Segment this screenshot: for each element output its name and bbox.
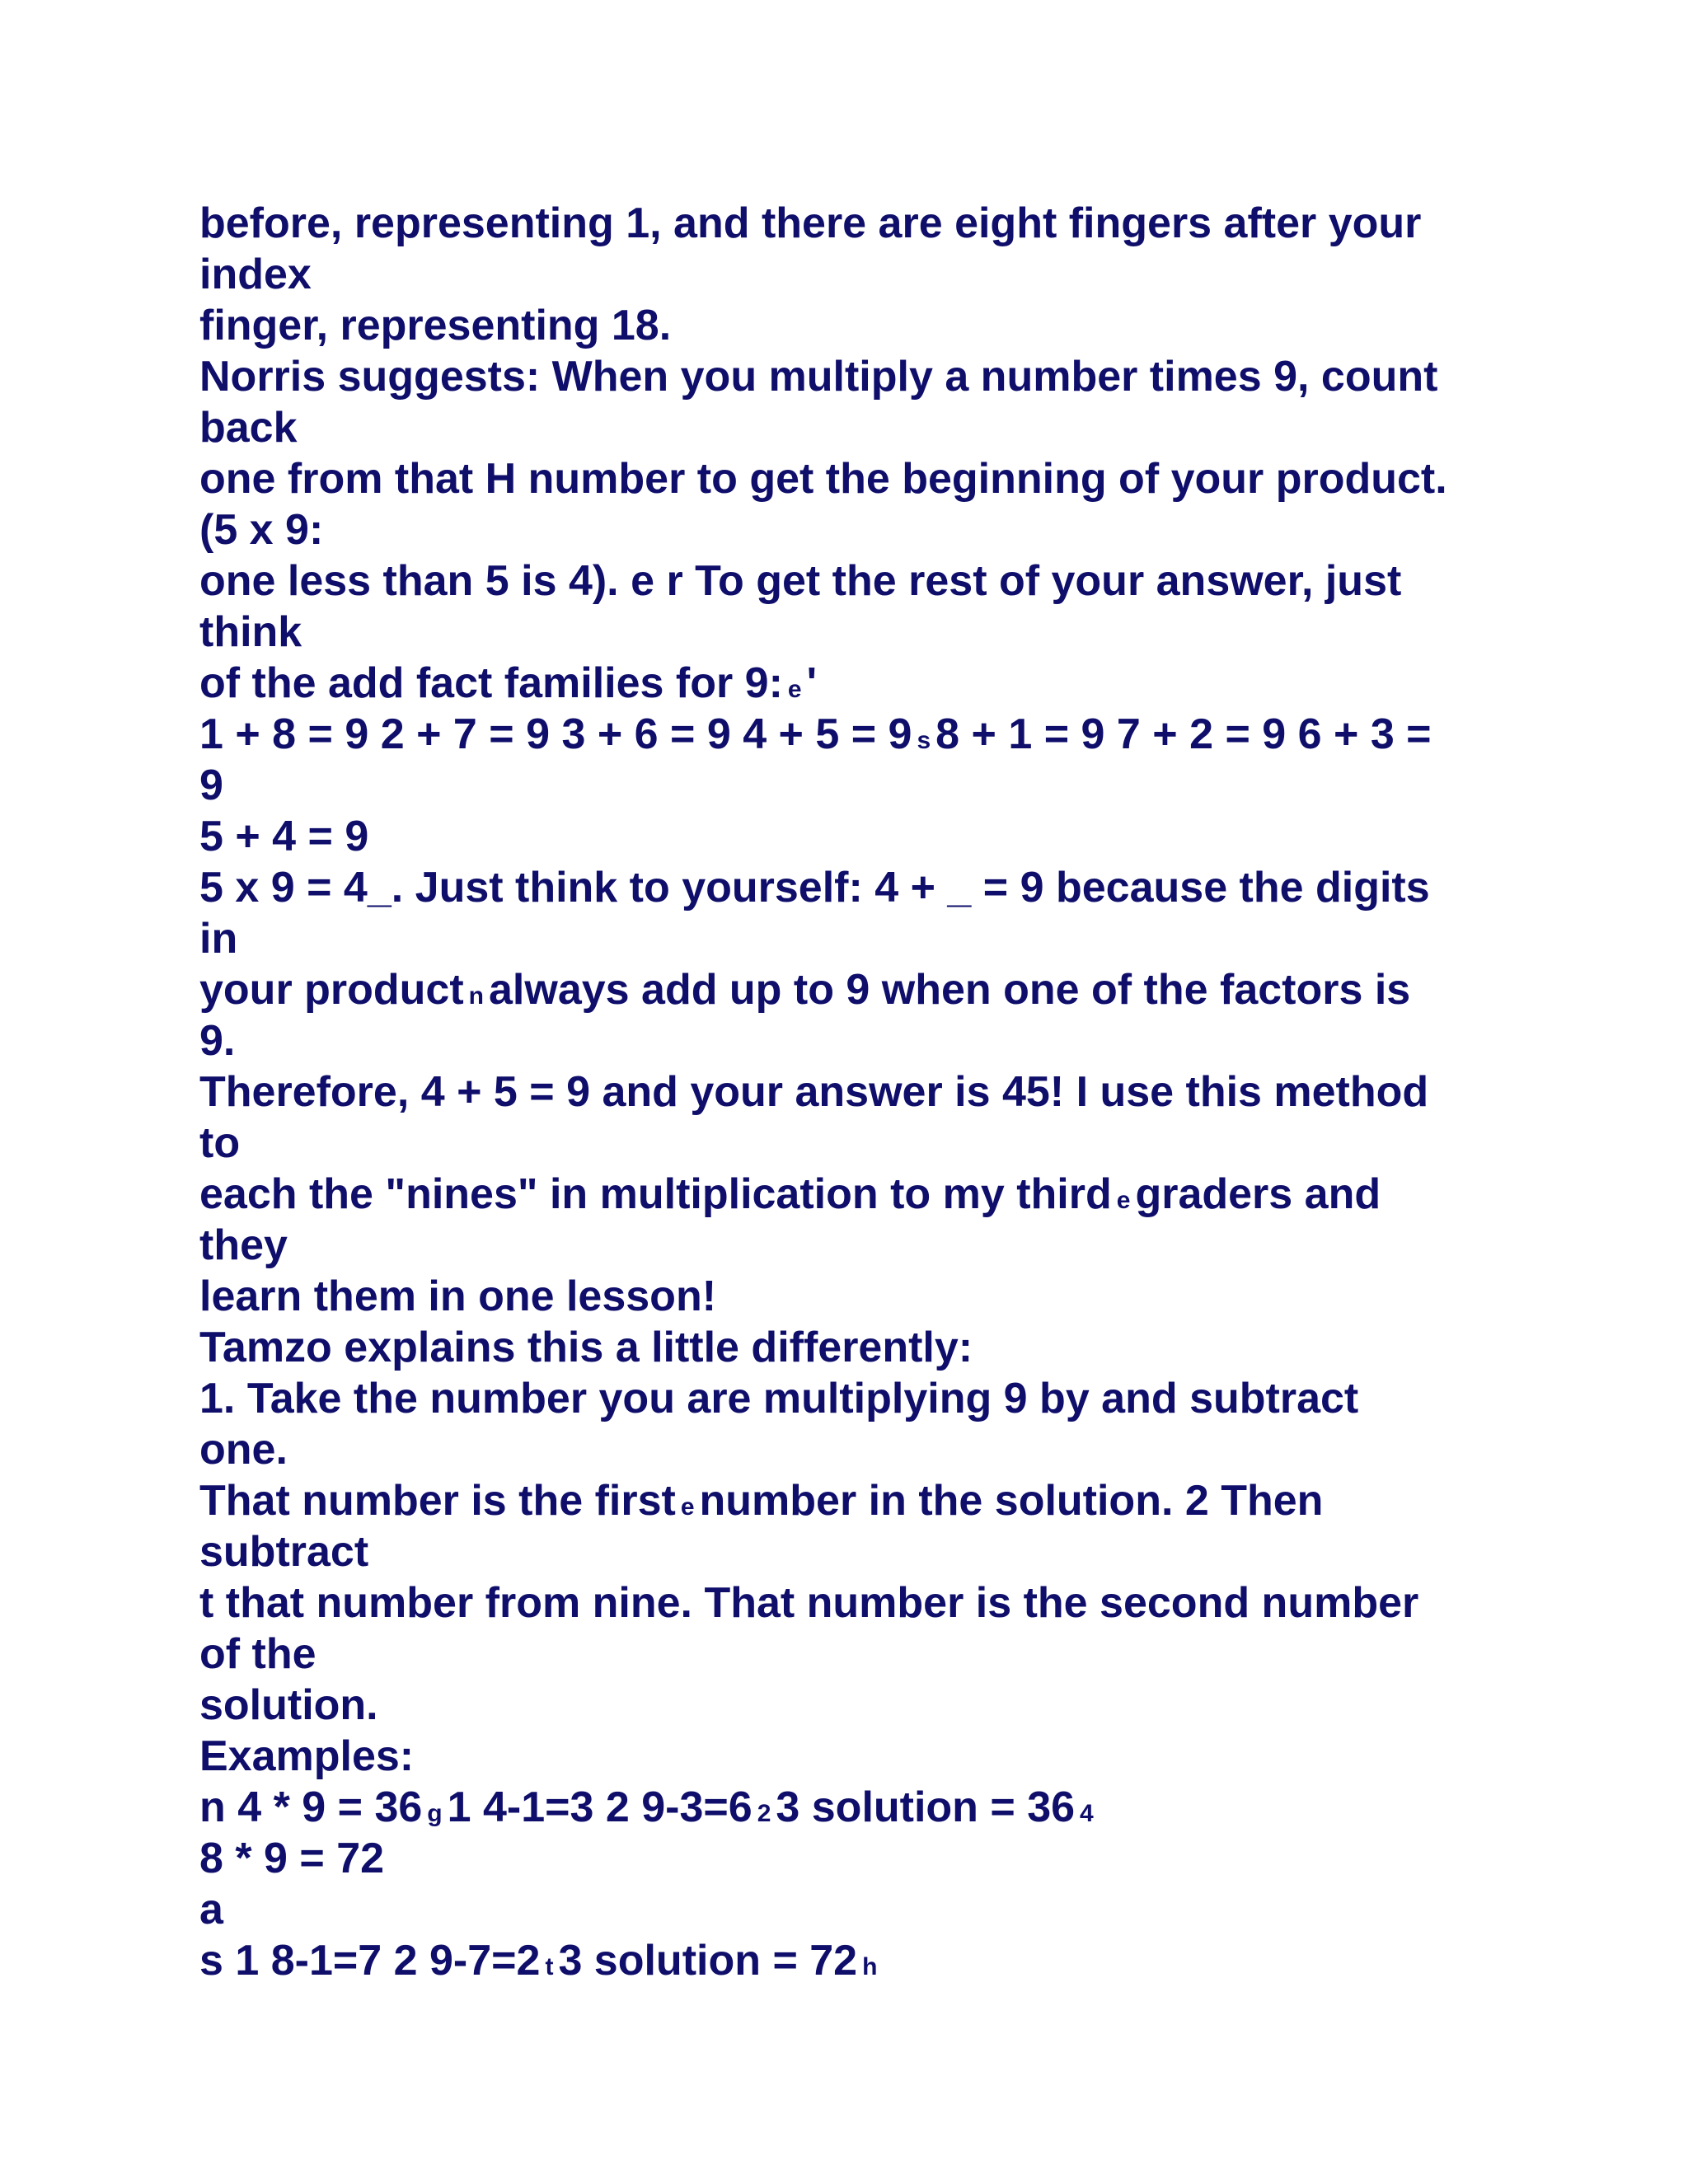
text-line: 5 + 4 = 9 <box>199 813 369 860</box>
line-text: 1 + 8 = 9 2 + 7 = 9 3 + 6 = 9 4 + 5 = 9 <box>199 710 912 758</box>
document-page <box>199 198 1551 1986</box>
stray-mark: e <box>787 676 802 703</box>
text-line: in <box>199 915 238 963</box>
text-line: of the <box>199 1630 316 1678</box>
line-text: each the "nines" in multiplication to my third <box>199 1170 1112 1218</box>
text-line: Therefore, 4 + 5 = 9 and your answer is 45! I use this method <box>199 1068 1429 1116</box>
text-line: 9. <box>199 1017 236 1065</box>
stray-mark: 2 <box>757 1800 771 1827</box>
text-line: 8 * 9 = 72 <box>199 1835 385 1882</box>
text-line: index <box>199 251 312 298</box>
line-text: That number is the first <box>199 1477 676 1525</box>
text-line <box>199 964 1551 1015</box>
text-line: 1. Take the number you are multiplying 9 by and subtract <box>199 1375 1359 1422</box>
line-text: 3 solution = 36 <box>776 1783 1076 1831</box>
stray-mark: 4 <box>1080 1800 1094 1827</box>
stray-mark: h <box>862 1953 878 1980</box>
text-line: Examples: <box>199 1732 415 1780</box>
stray-mark: g <box>427 1800 443 1827</box>
line-text: n 4 * 9 = 36 <box>199 1783 423 1831</box>
text-line: solution. <box>199 1681 378 1729</box>
line-text: 3 solution = 72 <box>558 1937 858 1985</box>
line-text: number in the solution. 2 Then <box>699 1477 1324 1525</box>
text-line: they <box>199 1221 288 1269</box>
text-line: 5 x 9 = 4_. Just think to yourself: 4 + _ = 9 because the digits <box>199 864 1430 912</box>
line-text: ' <box>806 659 817 707</box>
text-line: one less than 5 is 4). e r To get the rest of your answer, just <box>199 557 1402 605</box>
stray-mark: n <box>468 982 484 1010</box>
line-text: 1 4-1=3 2 9-3=6 <box>447 1783 753 1831</box>
stray-mark: e <box>680 1493 695 1521</box>
text-line: subtract <box>199 1528 369 1576</box>
text-line <box>199 658 1551 709</box>
line-text: s 1 8-1=7 2 9-7=2 <box>199 1937 541 1985</box>
stray-mark: e <box>1116 1187 1131 1214</box>
text-line: learn them in one lesson! <box>199 1272 717 1320</box>
line-text: always add up to 9 when one of the factors is <box>489 966 1411 1014</box>
text-line: before, representing 1, and there are eight fingers after your <box>199 199 1422 247</box>
text-line: back <box>199 404 298 452</box>
line-text: 8 + 1 = 9 7 + 2 = 9 6 + 3 = <box>935 710 1432 758</box>
stray-mark: t <box>545 1953 554 1980</box>
text-line <box>199 1475 1551 1526</box>
text-line: one. <box>199 1426 288 1474</box>
line-text: your product <box>199 966 464 1014</box>
text-line: finger, representing 18. <box>199 302 672 349</box>
line-text: of the add fact families for 9: <box>199 659 783 707</box>
text-line: to <box>199 1119 241 1167</box>
stray-mark: s <box>917 727 931 754</box>
text-line: (5 x 9: <box>199 506 324 554</box>
text-line: t that number from nine. That number is the second number <box>199 1579 1419 1627</box>
text-line <box>199 1782 1551 1833</box>
text-line: Tamzo explains this a little differently: <box>199 1324 973 1371</box>
text-line: think <box>199 608 302 656</box>
text-line: Norris suggests: When you multiply a number times 9, count <box>199 353 1438 401</box>
text-line: a <box>199 1886 223 1933</box>
text-line <box>199 709 1551 760</box>
text-line <box>199 1935 1551 1986</box>
text-line: one from that H number to get the beginning of your product. <box>199 455 1447 503</box>
text-line: 9 <box>199 762 223 809</box>
text-line <box>199 1169 1551 1220</box>
line-text: graders and <box>1135 1170 1381 1218</box>
